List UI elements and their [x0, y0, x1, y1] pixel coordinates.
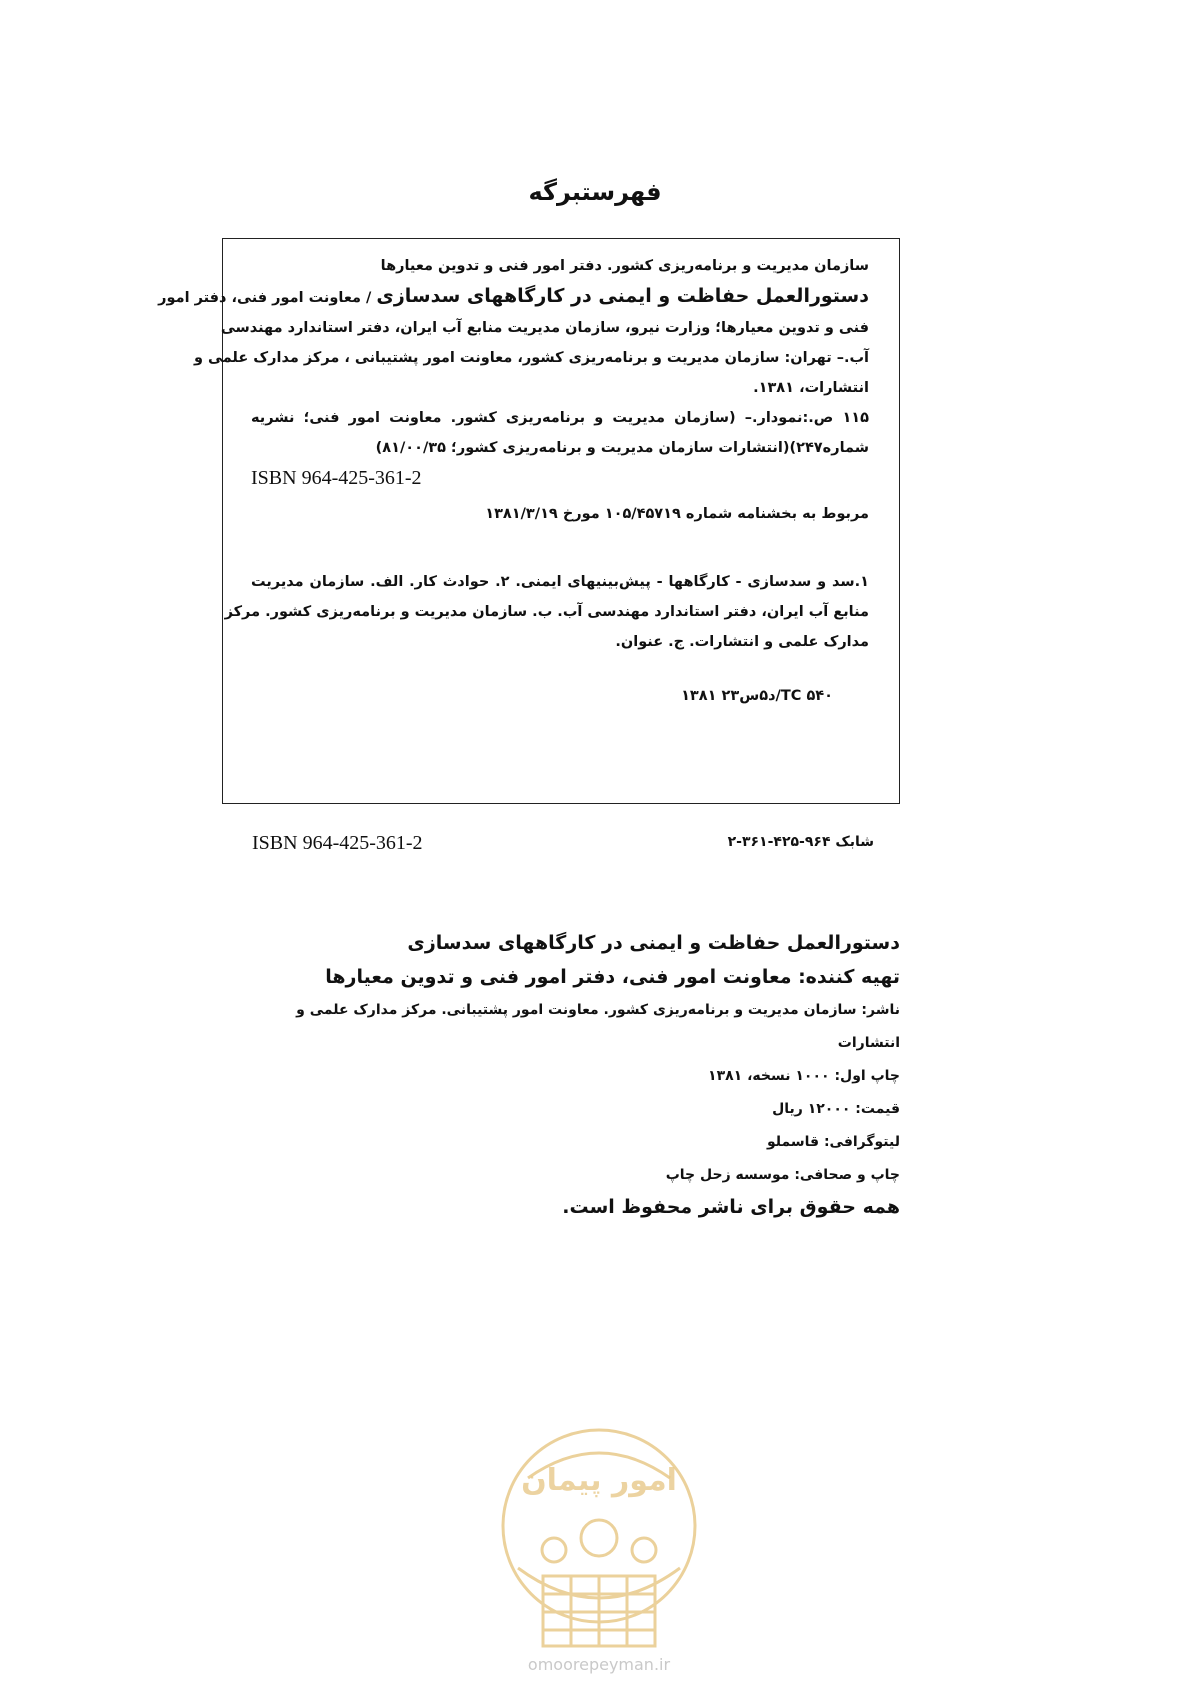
cip-line-7: شماره۲۴۷)(انتشارات سازمان مدیریت و برنامه‌ریزی کشور؛ ۸۱/۰۰/۳۵): [375, 440, 869, 456]
cip-circular: مربوط به بخشنامه شماره ۱۰۵/۴۵۷۱۹ مورخ ۱۳۸۱/۳/۱۹: [485, 506, 869, 522]
publication-publisher: ناشر: سازمان مدیریت و برنامه‌ریزی کشور. معاونت امور پشتیبانی. مرکز مدارک علمی و انتشارات: [296, 1002, 900, 1051]
cip-line-3: فنی و تدوین معیارها؛ وزارت نیرو، سازمان مدیریت منابع آب ایران، دفتر استاندارد مهندسی: [220, 320, 869, 336]
isbn-bottom: ISBN 964-425-361-2: [252, 832, 423, 854]
cip-line-6: ۱۱۵ ص.:نمودار.– (سازمان مدیریت و برنامه‌ریزی کشور. معاونت امور فنی؛ نشریه: [251, 410, 869, 426]
shabak: شابک ۹۶۴-۴۲۵-۳۶۱-۲: [727, 834, 874, 850]
publication-edition: چاپ اول: ۱۰۰۰ نسخه، ۱۳۸۱: [708, 1068, 900, 1084]
stamp-text: امور پیمان: [521, 1463, 677, 1498]
cip-isbn: ISBN 964-425-361-2: [251, 467, 422, 489]
cataloging-record-text: [158, 251, 869, 711]
cip-title-bold: دستورالعمل حفاظت و ایمنی در کارگاههای سدسازی: [376, 285, 869, 307]
publication-price: قیمت: ۱۲۰۰۰ ریال: [772, 1101, 900, 1117]
cip-classification: TC ۵۴۰/د۵س۲۳ ۱۳۸۱: [681, 688, 833, 704]
cip-line-5: انتشارات، ۱۳۸۱.: [753, 380, 869, 396]
cip-line-title: [158, 281, 869, 313]
stamp-logo: [488, 1418, 710, 1658]
watermark: omoorepeyman.ir: [527, 1655, 671, 1674]
publication-lithography: لیتوگرافی: قاسملو: [767, 1134, 900, 1150]
publication-preparer: تهیه کننده: معاونت امور فنی، دفتر امور فنی و تدوین معیارها: [325, 966, 900, 988]
publication-title: دستورالعمل حفاظت و ایمنی در کارگاههای سدسازی: [407, 932, 900, 954]
cip-line-4: آب.– تهران: سازمان مدیریت و برنامه‌ریزی کشور، معاونت امور پشتیبانی ، مرکز مدارک علمی و: [193, 350, 869, 366]
publication-printing: چاپ و صحافی: موسسه زحل چاپ: [665, 1167, 900, 1183]
cip-subject-1: ۱.سد و سدسازی - کارگاهها - پیش‌بینیهای ایمنی. ۲. حوادث کار. الف. سازمان مدیریت: [251, 574, 869, 590]
cip-subject-2: منابع آب ایران، دفتر استاندارد مهندسی آب. ب. سازمان مدیریت و برنامه‌ریزی کشور. مرکز: [224, 604, 869, 620]
cip-line-author: سازمان مدیریت و برنامه‌ریزی کشور. دفتر امور فنی و تدوین معیارها: [380, 258, 869, 274]
page-title: فهرستبرگه: [528, 178, 662, 206]
publication-info: [250, 926, 900, 1222]
publication-rights: همه حقوق برای ناشر محفوظ است.: [562, 1196, 900, 1218]
cip-title-rest: / معاونت امور فنی، دفتر امور: [158, 290, 372, 306]
cataloging-record-box: [158, 238, 900, 804]
cip-subject-3: مدارک علمی و انتشارات. ج. عنوان.: [615, 634, 869, 650]
